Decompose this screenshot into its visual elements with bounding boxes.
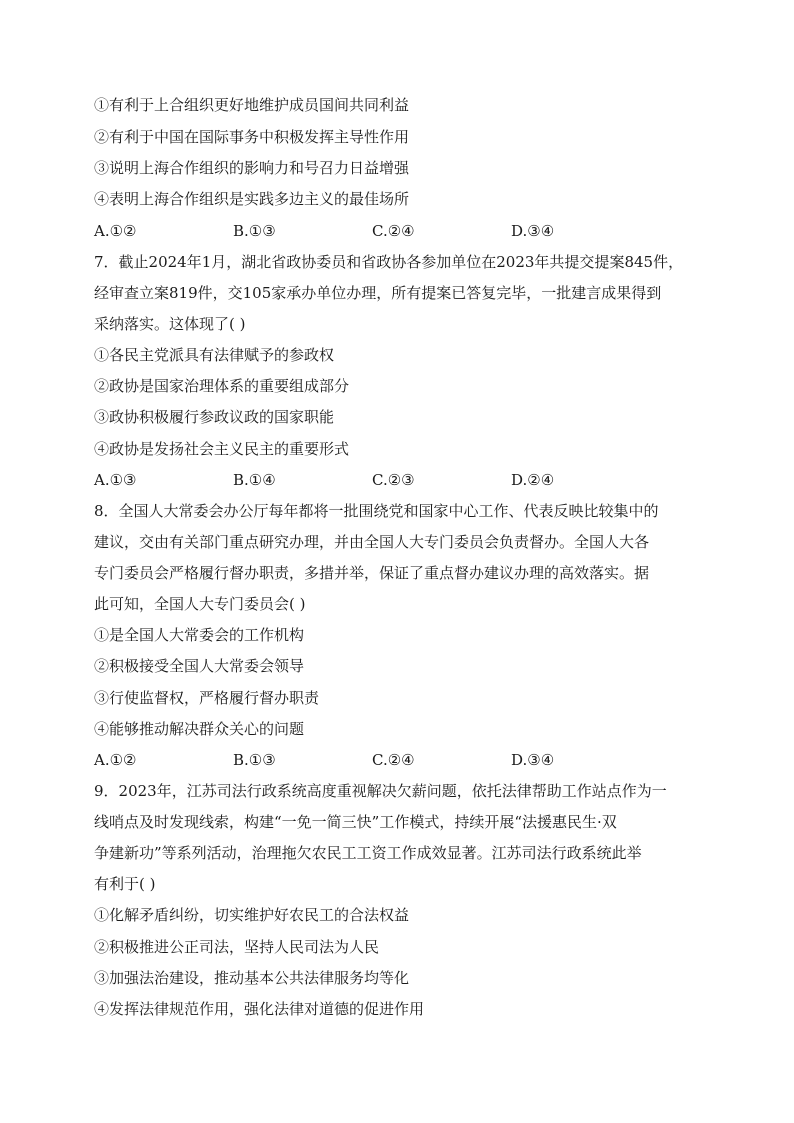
q6-option-c[interactable]: C.②④ bbox=[372, 222, 415, 240]
q8-statement-1: ①是全国人大常委会的工作机构 bbox=[94, 626, 305, 644]
q8-options bbox=[94, 750, 704, 770]
q6-statement-4: ④表明上海合作组织是实践多边主义的最佳场所 bbox=[94, 190, 410, 208]
q8-statement-4: ④能够推动解决群众关心的问题 bbox=[94, 720, 305, 738]
q8-statement-3: ③行使监督权，严格履行督办职责 bbox=[94, 689, 320, 707]
q8-stem-line-4: 此可知，全国人大专门委员会( ) bbox=[94, 595, 306, 613]
q8-option-c[interactable]: C.②④ bbox=[372, 751, 415, 769]
q9-stem-line-4: 有利于( ) bbox=[94, 875, 156, 893]
q7-statement-3: ③政协积极履行参政议政的国家职能 bbox=[94, 408, 335, 426]
q9-statement-2: ②积极推进公正司法，坚持人民司法为人民 bbox=[94, 938, 380, 956]
q7-options bbox=[94, 470, 704, 490]
q7-option-c[interactable]: C.②③ bbox=[372, 471, 415, 489]
q9-statement-3: ③加强法治建设，推动基本公共法律服务均等化 bbox=[94, 969, 410, 987]
q9-stem-line-1: 9．2023年，江苏司法行政系统高度重视解决欠薪问题，依托法律帮助工作站点作为一 bbox=[94, 782, 667, 800]
q8-stem-line-2: 建议，交由有关部门重点研究办理，并由全国人大专门委员会负责督办。全国人大各 bbox=[94, 533, 650, 551]
q8-statement-2: ②积极接受全国人大常委会领导 bbox=[94, 657, 305, 675]
q6-options bbox=[94, 221, 704, 241]
q7-stem-line-3: 采纳落实。这体现了( ) bbox=[94, 315, 246, 333]
q6-option-b[interactable]: B.①③ bbox=[233, 222, 276, 240]
q8-option-b[interactable]: B.①③ bbox=[233, 751, 276, 769]
q6-statement-2: ②有利于中国在国际事务中积极发挥主导性作用 bbox=[94, 128, 410, 146]
q9-statement-1: ①化解矛盾纠纷，切实维护好农民工的合法权益 bbox=[94, 906, 410, 924]
q7-statement-1: ①各民主党派具有法律赋予的参政权 bbox=[94, 346, 335, 364]
q8-stem-line-1: 8．全国人大常委会办公厅每年都将一批围绕党和国家中心工作、代表反映比较集中的 bbox=[94, 502, 659, 520]
q8-option-d[interactable]: D.③④ bbox=[511, 751, 555, 769]
q7-statement-2: ②政协是国家治理体系的重要组成部分 bbox=[94, 377, 350, 395]
q7-option-b[interactable]: B.①④ bbox=[233, 471, 276, 489]
q8-stem-line-3: 专门委员会严格履行督办职责，多措并举，保证了重点督办建议办理的高效落实。据 bbox=[94, 564, 650, 582]
q8-option-a[interactable]: A.①② bbox=[94, 751, 137, 769]
q6-statement-1: ①有利于上合组织更好地维护成员国间共同利益 bbox=[94, 96, 410, 114]
q9-stem-line-2: 线哨点及时发现线索，构建“一免一简三快”工作模式，持续开展“法援惠民生·双 bbox=[94, 813, 617, 831]
q9-statement-4: ④发挥法律规范作用，强化法律对道德的促进作用 bbox=[94, 1000, 425, 1018]
q7-statement-4: ④政协是发扬社会主义民主的重要形式 bbox=[94, 440, 350, 458]
q7-option-d[interactable]: D.②④ bbox=[511, 471, 555, 489]
q6-statement-3: ③说明上海合作组织的影响力和号召力日益增强 bbox=[94, 159, 410, 177]
q7-option-a[interactable]: A.①③ bbox=[94, 471, 137, 489]
q7-stem-line-2: 经审查立案819件，交105家承办单位办理，所有提案已答复完毕，一批建言成果得到 bbox=[94, 284, 662, 302]
q6-option-d[interactable]: D.③④ bbox=[511, 222, 555, 240]
q7-stem-line-1: 7．截止2024年1月，湖北省政协委员和省政协各参加单位在2023年共提交提案845件， bbox=[94, 253, 684, 271]
q9-stem-line-3: 争建新功”等系列活动，治理拖欠农民工工资工作成效显著。江苏司法行政系统此举 bbox=[94, 844, 642, 862]
q6-option-a[interactable]: A.①② bbox=[94, 222, 137, 240]
